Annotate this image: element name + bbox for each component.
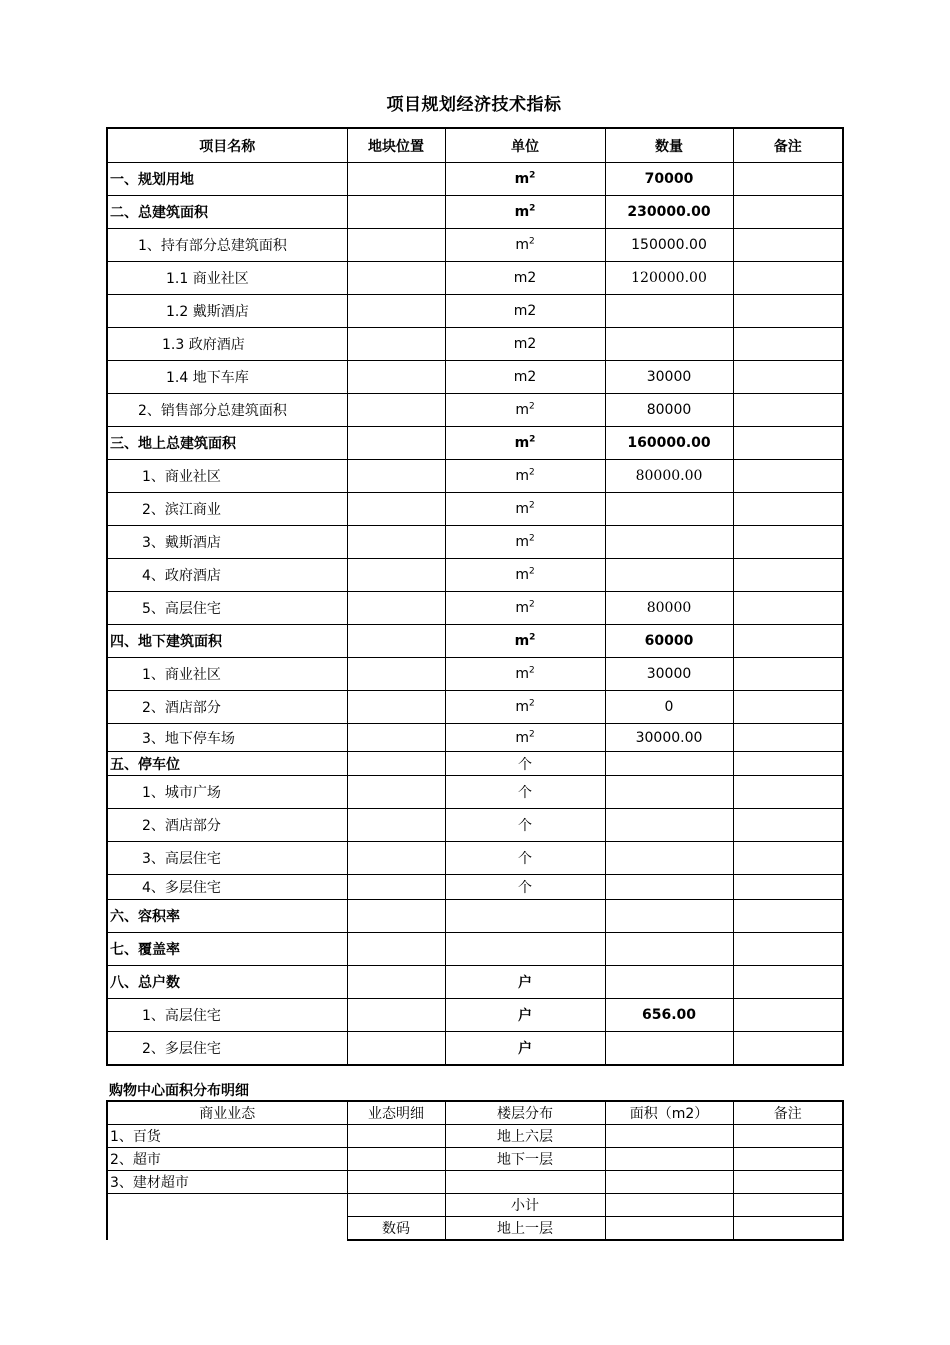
row-unit: $m^2$	[445, 460, 605, 493]
row-name: 八、总户数	[107, 966, 347, 999]
table-row	[107, 526, 843, 559]
row-name: 2、酒店部分	[107, 809, 347, 842]
table-row	[107, 1148, 843, 1171]
table-header-row	[107, 1101, 843, 1125]
row-unit: $m^2$	[445, 625, 605, 658]
table-row	[107, 295, 843, 328]
row-business-detail[interactable]	[347, 1125, 445, 1148]
row-location[interactable]	[347, 394, 445, 427]
row-location[interactable]	[347, 196, 445, 229]
row-location[interactable]	[347, 163, 445, 196]
row-location[interactable]	[347, 295, 445, 328]
row-name: 1.2 戴斯酒店	[107, 295, 347, 328]
row-name: 1、持有部分总建筑面积	[107, 229, 347, 262]
row-name: 1、高层住宅	[107, 999, 347, 1032]
row-business-detail[interactable]	[347, 1148, 445, 1171]
table-row	[107, 394, 843, 427]
row-unit: 个	[445, 809, 605, 842]
row-location[interactable]	[347, 966, 445, 999]
row-remark[interactable]	[733, 361, 843, 394]
table-row	[107, 776, 843, 809]
row-location[interactable]	[347, 427, 445, 460]
table-row	[107, 493, 843, 526]
header-remark: 备注	[733, 128, 843, 163]
row-quantity: 80000	[605, 592, 733, 625]
row-remark[interactable]	[733, 1171, 843, 1194]
row-location[interactable]	[347, 559, 445, 592]
row-quantity	[605, 776, 733, 809]
table-row	[107, 724, 843, 752]
row-quantity: 60000	[605, 625, 733, 658]
row-name: 七、覆盖率	[107, 933, 347, 966]
row-unit: $m^2$	[445, 427, 605, 460]
row-business-detail[interactable]	[347, 1194, 445, 1217]
row-floor: 小计	[445, 1194, 605, 1217]
row-area[interactable]	[605, 1217, 733, 1241]
row-location[interactable]	[347, 262, 445, 295]
header-project-name: 项目名称	[107, 128, 347, 163]
header-business-detail: 业态明细	[347, 1101, 445, 1125]
table-row	[107, 1194, 843, 1217]
row-location[interactable]	[347, 724, 445, 752]
row-quantity: 150000.00	[605, 229, 733, 262]
row-remark[interactable]	[733, 559, 843, 592]
row-remark[interactable]	[733, 625, 843, 658]
table-row	[107, 262, 843, 295]
row-unit: 个	[445, 875, 605, 900]
row-remark[interactable]	[733, 933, 843, 966]
table-row	[107, 658, 843, 691]
row-remark[interactable]	[733, 999, 843, 1032]
row-business-detail[interactable]	[347, 1171, 445, 1194]
row-business-type: 1、百货	[107, 1125, 347, 1148]
row-floor: 地上一层	[445, 1217, 605, 1241]
table-row	[107, 1171, 843, 1194]
table-row	[107, 427, 843, 460]
table-row	[107, 900, 843, 933]
row-remark[interactable]	[733, 163, 843, 196]
table-row	[107, 999, 843, 1032]
row-quantity: 160000.00	[605, 427, 733, 460]
row-quantity	[605, 809, 733, 842]
row-remark[interactable]	[733, 875, 843, 900]
row-unit: m2	[445, 262, 605, 295]
row-unit: m2	[445, 328, 605, 361]
row-name: 1、商业社区	[107, 460, 347, 493]
row-name: 4、多层住宅	[107, 875, 347, 900]
row-remark[interactable]	[733, 295, 843, 328]
row-unit: $m^2$	[445, 592, 605, 625]
row-location[interactable]	[347, 933, 445, 966]
row-quantity	[605, 966, 733, 999]
row-remark[interactable]	[733, 900, 843, 933]
row-unit: $m^2$	[445, 559, 605, 592]
row-quantity: 656.00	[605, 999, 733, 1032]
table-row	[107, 559, 843, 592]
header-area: 面积（m2）	[605, 1101, 733, 1125]
row-unit: 户	[445, 1032, 605, 1066]
table-row	[107, 1125, 843, 1148]
row-location[interactable]	[347, 328, 445, 361]
row-quantity: 230000.00	[605, 196, 733, 229]
row-remark[interactable]	[733, 1032, 843, 1066]
row-area[interactable]	[605, 1194, 733, 1217]
row-unit: m2	[445, 361, 605, 394]
row-remark[interactable]	[733, 196, 843, 229]
row-area[interactable]	[605, 1171, 733, 1194]
row-quantity: 70000	[605, 163, 733, 196]
row-unit: 个	[445, 776, 605, 809]
row-remark[interactable]	[733, 1217, 843, 1241]
row-business-type	[107, 1194, 347, 1241]
row-name: 2、多层住宅	[107, 1032, 347, 1066]
row-business-type: 2、超市	[107, 1148, 347, 1171]
row-unit: 户	[445, 966, 605, 999]
row-unit: $m^2$	[445, 229, 605, 262]
row-remark[interactable]	[733, 394, 843, 427]
row-remark[interactable]	[733, 493, 843, 526]
row-business-detail[interactable]: 数码	[347, 1217, 445, 1241]
row-remark[interactable]	[733, 776, 843, 809]
row-location[interactable]	[347, 900, 445, 933]
row-quantity: 80000.00	[605, 460, 733, 493]
row-quantity	[605, 328, 733, 361]
row-remark[interactable]	[733, 724, 843, 752]
table-row	[107, 163, 843, 196]
row-name: 3、戴斯酒店	[107, 526, 347, 559]
row-quantity	[605, 1032, 733, 1066]
header-quantity: 数量	[605, 128, 733, 163]
row-location[interactable]	[347, 875, 445, 900]
row-area[interactable]	[605, 1125, 733, 1148]
table-row	[107, 842, 843, 875]
row-location[interactable]	[347, 229, 445, 262]
row-name: 1、商业社区	[107, 658, 347, 691]
table-row	[107, 229, 843, 262]
row-unit: $m^2$	[445, 658, 605, 691]
row-remark[interactable]	[733, 526, 843, 559]
header-remark: 备注	[733, 1101, 843, 1125]
row-quantity	[605, 752, 733, 776]
row-unit: $m^2$	[445, 526, 605, 559]
row-location[interactable]	[347, 460, 445, 493]
row-name: 2、滨江商业	[107, 493, 347, 526]
row-name: 五、停车位	[107, 752, 347, 776]
row-location[interactable]	[347, 625, 445, 658]
row-location[interactable]	[347, 776, 445, 809]
row-remark[interactable]	[733, 1148, 843, 1171]
table-row	[107, 691, 843, 724]
row-location[interactable]	[347, 842, 445, 875]
row-unit: $m^2$	[445, 691, 605, 724]
row-unit	[445, 900, 605, 933]
row-quantity: 30000	[605, 658, 733, 691]
row-quantity	[605, 933, 733, 966]
row-unit: $m^2$	[445, 163, 605, 196]
row-remark[interactable]	[733, 752, 843, 776]
row-name: 三、地上总建筑面积	[107, 427, 347, 460]
row-name: 5、高层住宅	[107, 592, 347, 625]
row-name: 1、城市广场	[107, 776, 347, 809]
row-remark[interactable]	[733, 229, 843, 262]
row-name: 二、总建筑面积	[107, 196, 347, 229]
row-remark[interactable]	[733, 1125, 843, 1148]
row-location[interactable]	[347, 809, 445, 842]
row-location[interactable]	[347, 752, 445, 776]
row-remark[interactable]	[733, 460, 843, 493]
row-quantity: 120000.00	[605, 262, 733, 295]
row-name: 1.4 地下车库	[107, 361, 347, 394]
row-business-type: 3、建材超市	[107, 1171, 347, 1194]
table-row	[107, 361, 843, 394]
row-unit: $m^2$	[445, 394, 605, 427]
row-location[interactable]	[347, 592, 445, 625]
mall-area-table	[106, 1100, 844, 1241]
row-name: 2、酒店部分	[107, 691, 347, 724]
row-remark[interactable]	[733, 809, 843, 842]
row-location[interactable]	[347, 691, 445, 724]
row-name: 3、地下停车场	[107, 724, 347, 752]
economic-indicators-table	[106, 127, 844, 1066]
row-unit: m2	[445, 295, 605, 328]
row-remark[interactable]	[733, 427, 843, 460]
row-remark[interactable]	[733, 262, 843, 295]
table-row	[107, 460, 843, 493]
table-row	[107, 875, 843, 900]
row-quantity	[605, 295, 733, 328]
header-business-type: 商业业态	[107, 1101, 347, 1125]
table-row	[107, 966, 843, 999]
row-quantity: 30000.00	[605, 724, 733, 752]
row-quantity	[605, 559, 733, 592]
row-name: 一、规划用地	[107, 163, 347, 196]
row-quantity: 0	[605, 691, 733, 724]
row-floor: 地下一层	[445, 1148, 605, 1171]
table-row	[107, 1032, 843, 1066]
table-row	[107, 933, 843, 966]
row-quantity: 80000	[605, 394, 733, 427]
table-row	[107, 196, 843, 229]
row-location[interactable]	[347, 999, 445, 1032]
row-remark[interactable]	[733, 658, 843, 691]
row-floor	[445, 1171, 605, 1194]
row-name: 1.3 政府酒店	[107, 328, 347, 361]
row-unit	[445, 933, 605, 966]
row-area[interactable]	[605, 1148, 733, 1171]
row-location[interactable]	[347, 658, 445, 691]
row-name: 四、地下建筑面积	[107, 625, 347, 658]
row-unit: $m^2$	[445, 196, 605, 229]
table-row	[107, 752, 843, 776]
row-remark[interactable]	[733, 1194, 843, 1217]
table-row	[107, 592, 843, 625]
row-quantity: 30000	[605, 361, 733, 394]
row-location[interactable]	[347, 1032, 445, 1066]
header-floor: 楼层分布	[445, 1101, 605, 1125]
row-name: 4、政府酒店	[107, 559, 347, 592]
row-remark[interactable]	[733, 691, 843, 724]
row-remark[interactable]	[733, 328, 843, 361]
header-plot-location: 地块位置	[347, 128, 445, 163]
row-floor: 地上六层	[445, 1125, 605, 1148]
row-name: 六、容积率	[107, 900, 347, 933]
row-quantity	[605, 493, 733, 526]
row-name: 2、销售部分总建筑面积	[107, 394, 347, 427]
row-remark[interactable]	[733, 592, 843, 625]
row-location[interactable]	[347, 493, 445, 526]
row-unit: 户	[445, 999, 605, 1032]
table-header-row	[107, 128, 843, 163]
row-name: 3、高层住宅	[107, 842, 347, 875]
row-quantity	[605, 875, 733, 900]
row-remark[interactable]	[733, 966, 843, 999]
row-unit: 个	[445, 752, 605, 776]
row-quantity	[605, 526, 733, 559]
page-title: 项目规划经济技术指标	[386, 95, 562, 115]
table-row	[107, 809, 843, 842]
row-location[interactable]	[347, 361, 445, 394]
row-location[interactable]	[347, 526, 445, 559]
row-unit: $m^2$	[445, 724, 605, 752]
row-quantity	[605, 842, 733, 875]
row-remark[interactable]	[733, 842, 843, 875]
section-title: 购物中心面积分布明细	[109, 1083, 249, 1099]
row-quantity	[605, 900, 733, 933]
table-row	[107, 328, 843, 361]
row-unit: $m^2$	[445, 493, 605, 526]
row-unit: 个	[445, 842, 605, 875]
row-name: 1.1 商业社区	[107, 262, 347, 295]
header-unit: 单位	[445, 128, 605, 163]
table-row	[107, 625, 843, 658]
